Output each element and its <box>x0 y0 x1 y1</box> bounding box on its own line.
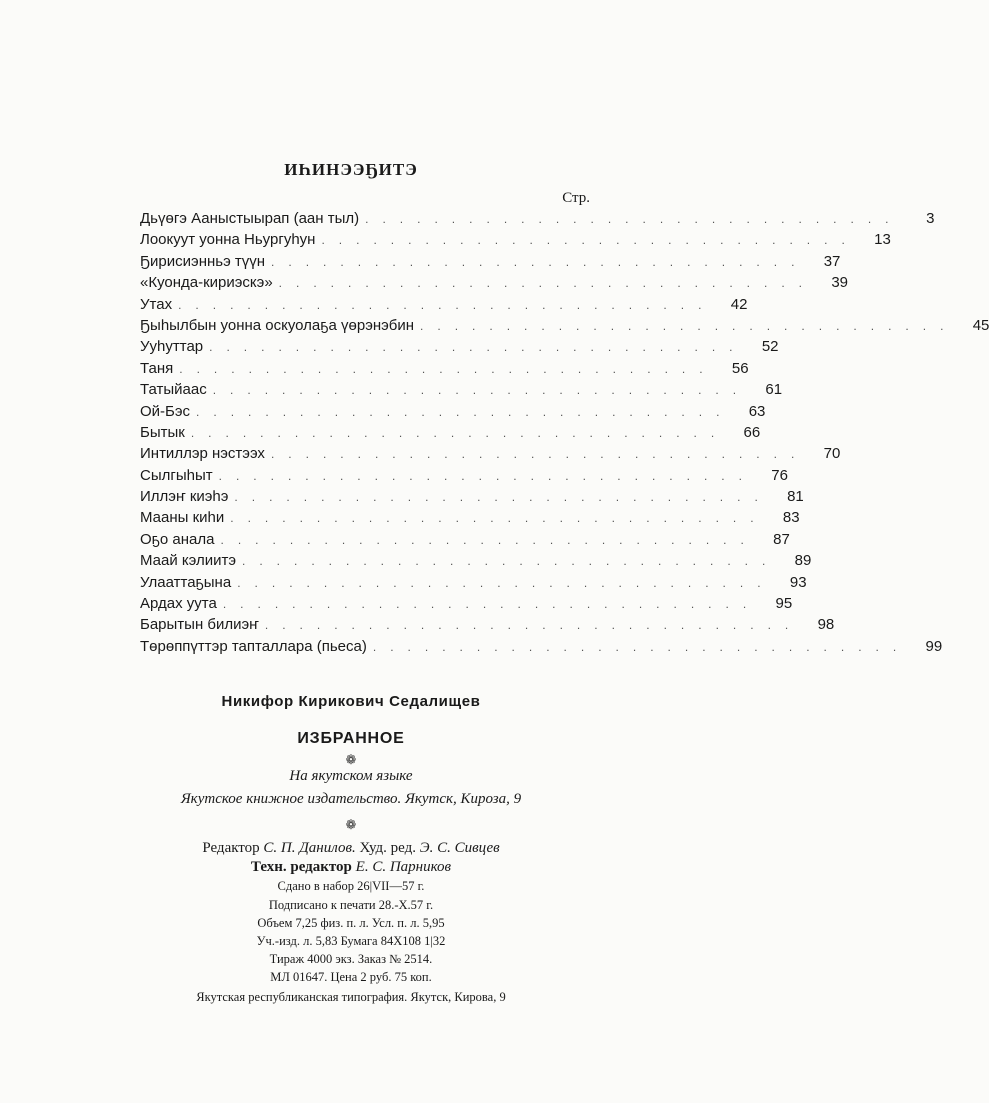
toc-entry-page: 93 <box>789 573 807 591</box>
publisher-line: Якутское книжное издательство. Якутск, Кироза, 9 <box>180 791 522 807</box>
toc-entry <box>140 595 793 616</box>
toc-entry-page: 13 <box>874 231 891 249</box>
imprint-line: Объем 7,25 физ. п. л. Усл. п. л. 5,95 <box>257 916 445 930</box>
toc-entry-page: 83 <box>782 509 800 527</box>
toc-entry <box>140 338 779 359</box>
imprint-line: Якутская республиканская типография. Якутск, Кирова, 9 <box>196 990 506 1004</box>
toc-entry-title: Ҕыһылбын уонна оскуолаҕа үөрэнэбин <box>140 316 415 334</box>
toc-entry-title: Ҕирисиэнньэ түүн <box>140 252 266 270</box>
toc-entry-page: 76 <box>771 466 788 484</box>
leader-dots: ............................... <box>270 447 809 462</box>
leader-dots: ............................... <box>365 212 903 226</box>
toc-entry-page: 61 <box>765 381 783 399</box>
toc-entry <box>140 210 935 231</box>
toc-entry-title: Ардах уута <box>140 595 217 613</box>
editor-name: С. П. Данилов. <box>263 840 356 856</box>
leader-dots: ............................... <box>178 297 716 312</box>
ornament-icon: ❁ <box>345 752 357 767</box>
toc-entry <box>140 573 807 595</box>
toc-entry <box>140 252 841 274</box>
toc-entry-title: Утах <box>140 295 173 313</box>
toc-entry-page: 37 <box>823 252 841 270</box>
toc-entry-title: Интиллэр нэстээх <box>140 445 265 463</box>
toc-entry <box>140 295 748 317</box>
imprint-line: МЛ 01647. Цена 2 руб. 75 коп. <box>270 970 432 984</box>
leader-dots: ............................... <box>179 361 717 376</box>
toc-entry-title: Мааны киһи <box>140 509 225 527</box>
leader-dots: ............................... <box>278 276 817 291</box>
leader-dots: ............................... <box>234 490 772 505</box>
editor-prefix: Редактор <box>202 840 260 856</box>
toc-entry-title: Барытын билиэҥ <box>140 616 259 634</box>
toc-entry <box>140 274 849 295</box>
language-note: На якутском языке <box>289 768 413 784</box>
leader-dots: ............................... <box>220 532 758 547</box>
leader-dots: ............................... <box>372 639 911 654</box>
toc-entry-page: 56 <box>731 359 749 377</box>
leader-dots: ............................... <box>196 404 734 419</box>
imprint-line: Сдано в набор 26|VII—57 г. <box>277 879 425 893</box>
toc-entry <box>140 466 788 488</box>
imprint-line: Подписано к печати 28.-X.57 г. <box>268 898 434 912</box>
ornament-icon: ❁ <box>345 817 357 832</box>
toc-title: ИҺИНЭЭҔИТЭ <box>284 160 418 179</box>
leader-dots: ............................... <box>190 425 729 440</box>
toc-entry-page: 3 <box>926 210 935 227</box>
author-name: Никифор Кирикович Седалищев <box>221 693 481 710</box>
toc-entry <box>140 445 841 466</box>
toc-entry-page: 52 <box>761 338 779 356</box>
toc-entry <box>140 530 790 552</box>
toc-entry-page: 81 <box>787 488 804 506</box>
leader-dots: ............................... <box>212 383 751 398</box>
toc-entry-title: «Куонда-кириэскэ» <box>140 274 273 292</box>
toc-entry <box>140 359 749 381</box>
imprint-line: Тираж 4000 экз. Заказ № 2514. <box>269 952 433 966</box>
toc-entry <box>140 616 835 637</box>
leader-dots: ............................... <box>222 597 761 612</box>
toc-entry <box>140 423 761 445</box>
leader-dots: ............................... <box>321 233 859 248</box>
toc-entry-title: Ууһуттар <box>140 338 204 356</box>
toc-entry-title: Төрөппүттэр тапталлара (пьеса) <box>140 637 367 655</box>
toc-entry <box>140 231 891 252</box>
toc-entry-page: 42 <box>730 295 748 313</box>
editors-line <box>0 840 702 857</box>
book-title: ИЗБРАННОЕ <box>297 730 405 747</box>
leader-dots: ............................... <box>420 318 958 333</box>
toc-entry-title: Бытык <box>140 423 185 441</box>
toc-entry-page: 66 <box>743 423 761 441</box>
toc-entry-title: Оҕо анала <box>140 530 215 548</box>
leader-dots: ............................... <box>264 618 803 633</box>
toc-entry-title: Татыйаас <box>140 381 207 399</box>
tech-editor-name: Е. С. Парников <box>355 859 452 875</box>
toc-entry-title: Ой-Бэс <box>140 402 191 420</box>
leader-dots: ............................... <box>241 554 780 569</box>
leader-dots: ............................... <box>237 575 775 590</box>
toc-entry <box>140 402 766 424</box>
toc-entry-title: Улааттаҕына <box>140 573 232 591</box>
art-editor-name: Э. С. Сивцев <box>419 840 500 856</box>
leader-dots: ............................... <box>209 340 747 355</box>
toc-entry-page: 95 <box>775 595 793 613</box>
toc-entry-page: 63 <box>748 402 766 420</box>
toc-entry-title: Таня <box>140 359 174 377</box>
toc-entry <box>140 488 804 509</box>
page-column-label: Стр. <box>562 190 590 206</box>
toc-entry-page: 45 <box>972 316 989 334</box>
art-editor-prefix: Худ. ред. <box>359 840 417 856</box>
toc-entry-title: Сылгыһыт <box>140 466 213 484</box>
toc-entry-page: 87 <box>773 530 790 548</box>
imprint-line: Уч.-изд. л. 5,83 Бумага 84X108 1|32 <box>256 934 446 948</box>
leader-dots: ............................... <box>271 254 809 269</box>
tech-editor-prefix: Техн. редактор <box>250 859 352 875</box>
toc-entry-page: 70 <box>823 445 841 463</box>
leader-dots: ............................... <box>230 511 768 526</box>
tech-editor-line <box>0 859 702 876</box>
toc-entry-page: 89 <box>794 552 812 570</box>
toc-entry-title: Дьүөгэ Ааныстыырап (аан тыл) <box>140 210 360 227</box>
toc-entry-page: 98 <box>817 616 835 634</box>
toc-entry <box>140 552 812 573</box>
leader-dots: ............................... <box>218 468 756 483</box>
toc-entry <box>140 316 989 338</box>
toc-entry-page: 99 <box>925 637 943 655</box>
toc-entry-title: Иллэҥ киэһэ <box>140 488 229 506</box>
toc-entry-title: Лоокуут уонна Ньургуһун <box>140 231 316 249</box>
toc-entry-title: Маай кэлиитэ <box>140 552 236 570</box>
toc-entry-page: 39 <box>831 274 849 292</box>
toc-entry <box>140 381 783 402</box>
toc-entry <box>140 509 800 530</box>
table-of-contents <box>140 210 989 659</box>
toc-entry <box>140 637 943 659</box>
